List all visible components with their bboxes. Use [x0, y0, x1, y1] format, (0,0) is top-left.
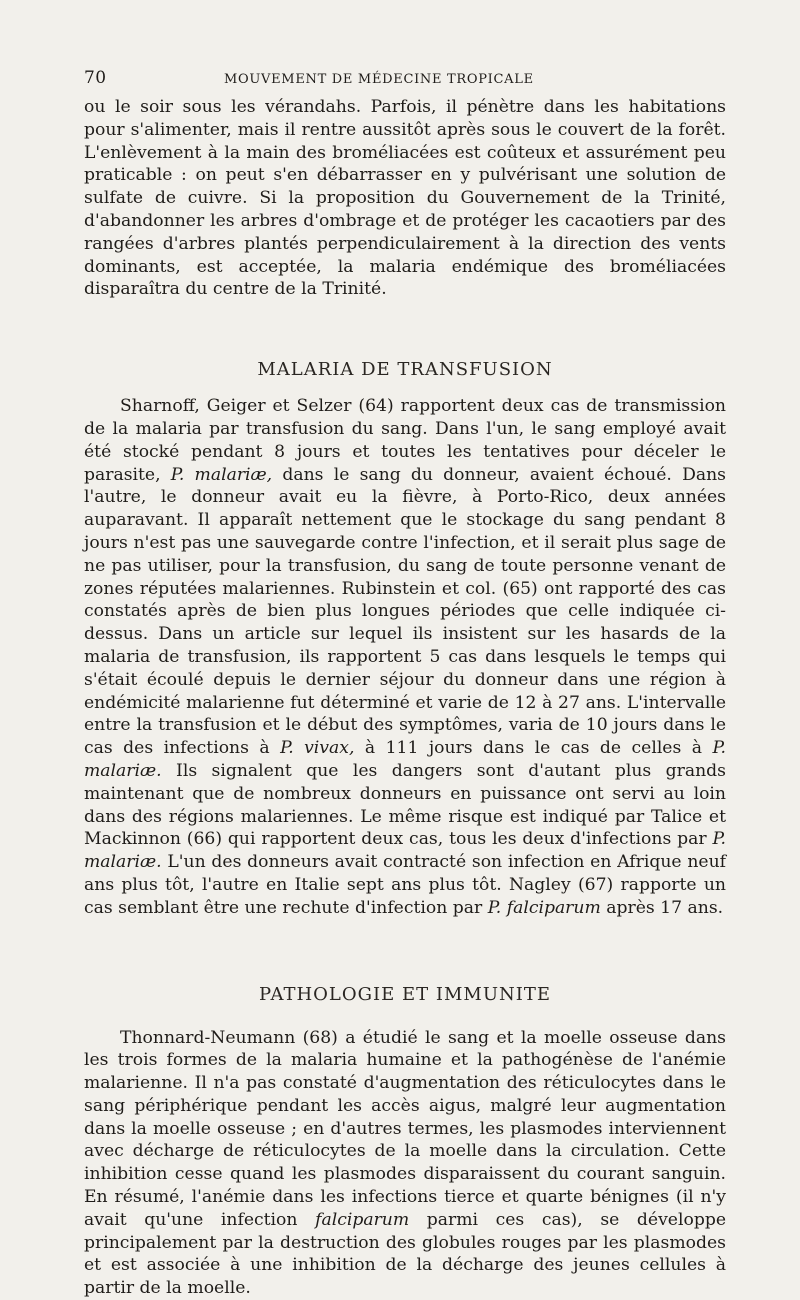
species-name: P. vivax,	[280, 738, 354, 758]
running-head	[84, 68, 726, 96]
section-title-pathology: PATHOLOGIE ET IMMUNITE	[84, 984, 726, 1005]
text-run: dans le sang du donneur, avaient échoué. Dans l'autre, le donneur avait eu la fièvre, à Porto-Rico, deux années auparavant. Il apparaît nettement que le stockage du sang pendant 8 jours n'est pas une sauvegarde contre l'infection, et il serait plus sage de ne pas utiliser, pour la transfusion, du sang de toute personne venant de zones réputées malariennes. Rubinstein et col. (65) ont rapporté des cas constatés après de bien plus longues périodes que celle indiquée ci-dessus. Dans un article sur lequel ils insistent sur les hasards de la malaria de transfusion, ils rapportent 5 cas dans lesquels le temps qui s'était écoulé depuis le dernier séjour du donneur dans une région à endémicité malarienne fut déterminé et varie de 12 à 27 ans. L'intervalle entre la transfusion et le début des symptômes, varia de 10 jours dans le cas des infections à	[84, 465, 726, 759]
species-name: falciparum	[315, 1210, 409, 1230]
species-name: P. malariæ.	[84, 829, 726, 872]
transfusion-paragraph	[84, 395, 726, 919]
text-run: après 17 ans.	[606, 898, 723, 918]
journal-title: MOUVEMENT DE MÉDECINE TROPICALE	[224, 72, 534, 87]
document-page	[84, 68, 726, 1178]
text-run: L'un des donneurs avait contracté son infection en Afrique neuf ans plus tôt, l'autre en Italie sept ans plus tôt. Nagley (67) rapporte un cas semblant être une rechute d'infection par	[84, 852, 726, 918]
text-run: Ils signalent que les dangers sont d'autant plus grands maintenant que de nombreux donneurs en puissance ont servi au loin dans des régions malariennes. Le même risque est indiqué par Talice et Mackinnon (66) qui rapportent deux cas, tous les deux d'infections par	[84, 761, 726, 849]
species-name: P. malariæ.	[84, 738, 726, 781]
text-run: parmi ces cas), se développe principalement par la destruction des globules rouges par les plasmodes et est associée à une inhibition de la décharge des jeunes cellules à partir de la moelle.	[84, 1210, 726, 1298]
intro-paragraph: ou le soir sous les vérandahs. Parfois, il pénètre dans les habitations pour s'alimenter, mais il rentre aussitôt après sous le couvert de la forêt. L'enlèvement à la main des broméliacées est coûteux et assurément peu praticable : on peut s'en débarrasser en y pulvérisant une solution de sulfate de cuivre. Si la proposition du Gouvernement de la Trinité, d'abandonner les arbres d'ombrage et de protéger les cacaotiers par des rangées d'arbres plantés perpendiculairement à la direction des vents dominants, est acceptée, la malaria endémique des broméliacées disparaîtra du centre de la Trinité.	[84, 96, 726, 301]
text-run: à 111 jours dans le cas de celles à	[365, 738, 702, 758]
page-number: 70	[84, 68, 224, 88]
pathology-paragraph	[84, 1027, 726, 1300]
species-name: P. malariæ,	[171, 465, 272, 485]
text-run: Thonnard-Neumann (68) a étudié le sang et la moelle osseuse dans les trois formes de la malaria humaine et la pathogénèse de l'anémie malarienne. Il n'a pas constaté d'augmentation des réticulocytes dans le sang périphérique pendant les accès aigus, malgré leur augmentation dans la moelle osseuse ; en d'autres termes, les plasmodes interviennent avec décharge de réticulocytes de la moelle dans la circulation. Cette inhibition cesse quand les plasmodes disparaissent du courant sanguin. En résumé, l'anémie dans les infections tierce et quarte bénignes (il n'y avait qu'une infection	[84, 1028, 726, 1230]
text-run: Sharnoff, Geiger et Selzer (64) rapportent deux cas de transmission de la malaria par transfusion du sang. Dans l'un, le sang employé avait été stocké pendant 8 jours et toutes les tentatives pour déceler le parasite,	[84, 396, 726, 484]
section-title-transfusion: MALARIA DE TRANSFUSION	[84, 359, 726, 380]
species-name: P. falciparum	[488, 898, 601, 918]
